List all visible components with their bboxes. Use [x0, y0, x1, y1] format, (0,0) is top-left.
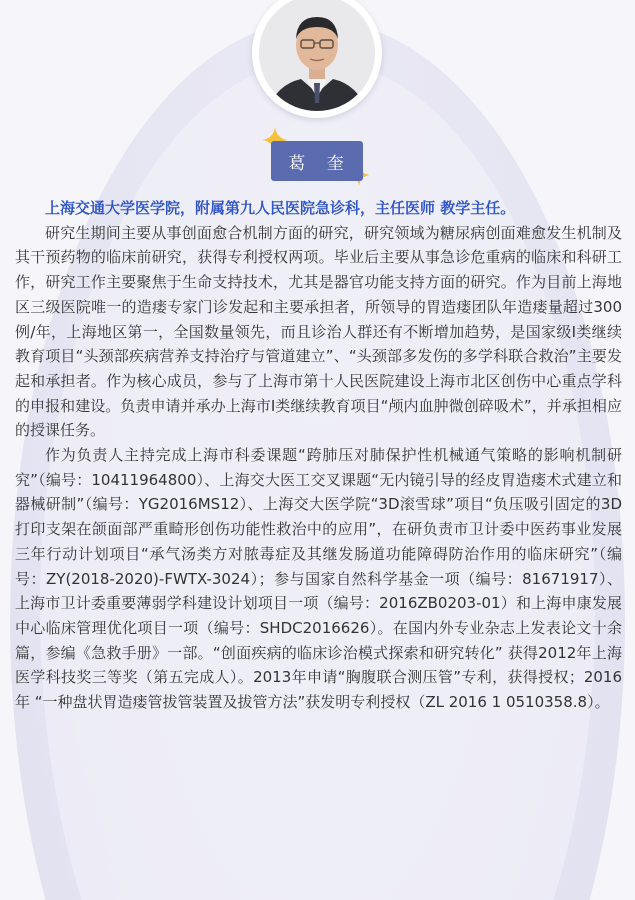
- bio-paragraph-1: 研究生期间主要从事创面愈合机制方面的研究，研究领域为糖尿病创面难愈发生机制及其干预药物的临床前研究，获得专利授权两项。毕业后主要从事急诊危重病的临床和科研工作，研究工作主要聚焦于生命支持技术，尤其是器官功能支持方面的研究。作为目前上海地区三级医院唯一的造瘘专家门诊发起和主要承担者，所领导的胃造瘘团队年造瘘量超过300例/年，上海地区第一，全国数量领先，而且诊治人群还有不断增加趋势，是国家级I类继续教育项目“头颈部疾病营养支持治疗与管道建立”、“头颈部多发伤的多学科联合救治”主要发起和承担者。作为核心成员，参与了上海市第十人民医院建设上海市北区创伤中心重点学科的申报和建设。负责申请并承办上海市I类继续教育项目“颅内血肿微创碎吸术”，并承担相应的授课任务。: [15, 223, 622, 440]
- name-badge: 葛 奎: [271, 141, 363, 181]
- portrait-photo: [257, 0, 377, 113]
- avatar: [252, 0, 382, 118]
- bio-paragraph-2: 作为负责人主持完成上海市科委课题“跨肺压对肺保护性机械通气策略的影响机制研究”（编号：10411964800）、上海交大医工交叉课题“无内镜引导的经皮胃造瘘术式建立和器械研制”（编号：YG2016MS12）、上海交大医学院“3D滚雪球”项目“负压吸引固定的3D打印支架在颌面部严重畸形创伤功能性救治中的应用”，在研负责市卫计委中医药事业发展三年行动计划项目“承气汤类方对脓毒症及其继发肠道功能障碍防治作用的临床研究”（编号：ZY(2018-2020)-FWTX-3024）；参与国家自然科学基金一项（编号：81671917）、上海市卫计委重要薄弱学科建设计划项目一项（编号：2016ZB0203-01）和上海申康发展中心临床管理优化项目一项（编号：SHDC2016626）。在国内外专业杂志上发表论文十余篇，参编《急救手册》一部。“创面疾病的临床诊治模式探索和研究转化” 获得2012年上海医学科技奖三等奖（第五完成人）。2013年申请“胸腹联合测压管”专利，获得授权；2016年 “一种盘状胃造瘘管拔管装置及拔管方法”获发明专利授权（ZL 2016 1 0510358.8）。: [15, 446, 622, 712]
- affiliation-text: 上海交通大学医学院，附属第九人民医院急诊科，主任医师 教学主任。: [45, 199, 516, 217]
- bio-content: [15, 196, 622, 715]
